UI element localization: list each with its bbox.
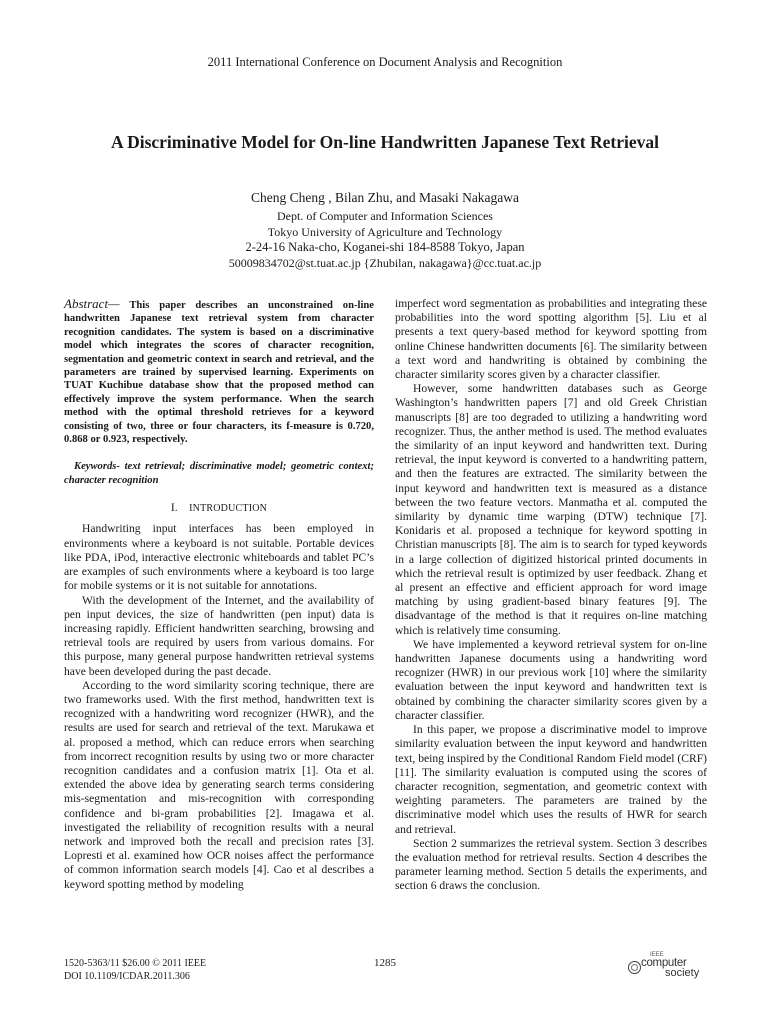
- paper-title: A Discriminative Model for On-line Handwritten Japanese Text Retrieval: [111, 132, 659, 152]
- intro-paragraph: According to the word similarity scoring technique, there are two frameworks used. With the first method, handwritten text is recognized with a handwriting word recognizer (HWR), and the results are used for search and retrieval of the text. Marukawa et al. proposed a method, which can reduce errors when searching from incorrect recognition results by using two or more character recognition candidates and a confusion matrix [1]. Ota et al. extended the above idea by generating search terms considering mis-segmentation and mis-recognition with corresponding confidence and bi-gram probabilities [2]. Imagawa et al. investigated the reliability of recognition results with a neural network and improved both the recall and precision rates [3]. Lopresti et al. examined how OCR noises affect the performance of common information search models [4]. Cao et al describes a keyword spotting method by modeling: [64, 678, 374, 891]
- body-paragraph: We have implemented a keyword retrieval system for on-line handwritten Japanese documents using a handwriting word recognizer (HWR) in our previous work [10] where the similarity evaluation between the input keyword and handwritten text is obtained by combining the character similarity scores given by a character classifier.: [395, 637, 707, 722]
- body-paragraph: In this paper, we propose a discriminative model to improve similarity evaluation between the input keyword and handwritten text, being inspired by the Conditional Random Field model (CRF) [11]. The similarity evaluation is computed using the scores of character recognition, segmentation, and geometric context with weighting parameters. The parameters are trained by the discriminative model which uses the results of HWR for search and retrieval.: [395, 723, 707, 836]
- affiliation-university: Tokyo University of Agriculture and Technology: [267, 224, 503, 239]
- logo-society-text: society: [665, 967, 700, 979]
- body-paragraph: Section 2 summarizes the retrieval system. Section 3 describes the evaluation method for retrieval results. Section 4 describes the parameter learning method. Section 5 details the experiments, and section 6 draws the conclusion.: [395, 836, 707, 893]
- footer-doi: DOI 10.1109/ICDAR.2011.306: [64, 971, 190, 982]
- logo-ieee-text: IEEE: [650, 952, 664, 958]
- affiliation-block: [0, 209, 770, 271]
- abstract-text: This paper describes an unconstrained on-line handwritten Japanese text retrieval system from character recognition candidates. The system is based on a discriminative model which integrates the scores of character recognition, segmentation and geometric context in search and retrieval, and the parameters are trained by supervised learning. Experiments on TUAT Kuchibue database show that the proposed method can effectively improve the system performance. When the search method with the optimal threshold retrieves for a keyword consisting of two, three or four characters, its f-measure is 0.720, 0.868 or 0.923, respectively.: [64, 300, 374, 446]
- logo-computer-text: computer: [641, 957, 687, 969]
- right-column: [395, 297, 707, 894]
- body-paragraph: However, some handwritten databases such as George Washington’s handwritten papers [7] and old Greek Christian manuscripts [8] are too degraded to utilizing a handwriting word recognizer. Thus, the anther method is used. The method evaluates the similarity of an input keyword and handwritten text. During retrieval, the input keyword is converted to a handwriting pattern, and then the features are extracted. The similarity between the input keyword and handwritten text is measured as a distance between the two feature vectors. Manmatha et al. computed the similarity by dynamic time warping (DTW) technique [7]. Konidaris et al. proposed a technique for keyword spotting in Christian manuscripts [8]. The aim is to search for typed keywords in a large collection of digitized historical printed documents in which the retrieval result is optimized by user feedback. Zhang et al present an effective and efficient approach for word image matching by using gradient-based binary features [9]. The disadvantage of the method is that it requires on-line matching which is relatively time consuming.: [395, 382, 707, 637]
- keywords: Keywords- text retrieval; discriminative model; geometric context; character recognition: [64, 461, 374, 486]
- page-number: 1285: [374, 957, 396, 969]
- left-column: [64, 297, 374, 892]
- section-heading-introduction: [64, 501, 374, 516]
- intro-paragraph: Handwriting input interfaces has been employed in environments where a keyboard is not suitable. Portable devices like PDA, iPod, interactive electronic whiteboards and tablet PC’s are examples of such environments where a keyboard is too large for mobile systems or it is not suitable for annotations.: [64, 522, 374, 593]
- conference-header: 2011 International Conference on Document Analysis and Recognition: [207, 55, 563, 69]
- ieee-computer-society-logo: [628, 952, 708, 980]
- affiliation-department: Dept. of Computer and Information Sciences: [277, 209, 493, 223]
- footer-issn: 1520-5363/11 $26.00 © 2011 IEEE: [64, 958, 207, 969]
- affiliation-emails: 50009834702@st.tuat.ac.jp {Zhubilan, nakagawa}@cc.tuat.ac.jp: [228, 255, 542, 270]
- intro-paragraph: With the development of the Internet, and the availability of pen input devices, the size of handwritten (pen input) data is increasing rapidly. Efficient handwritten searching, browsing and retrieval tools are required by users from various domains. For this purpose, many general purpose handwritten retrieval systems have been developed during the past decade.: [64, 593, 374, 678]
- abstract-label: Abstract—: [64, 296, 120, 311]
- body-paragraph: imperfect word segmentation as probabilities and integrating these probabilities into the word spotting algorithm [5]. Liu et al presents a text query-based method for keyword spotting from online Chinese handwritten documents [6]. The similarity between a text word and handwriting is obtained by combining the character similarity scores given by a character classifier.: [395, 297, 707, 382]
- affiliation-address: 2-24-16 Naka-cho, Koganei-shi 184-8588 Tokyo, Japan: [245, 240, 525, 254]
- section-title: INTRODUCTION: [189, 503, 268, 515]
- logo-circle-icon: [628, 961, 641, 974]
- abstract: [64, 297, 374, 446]
- section-number: I.: [170, 502, 178, 515]
- author-list: Cheng Cheng , Bilan Zhu, and Masaki Nakagawa: [250, 190, 520, 205]
